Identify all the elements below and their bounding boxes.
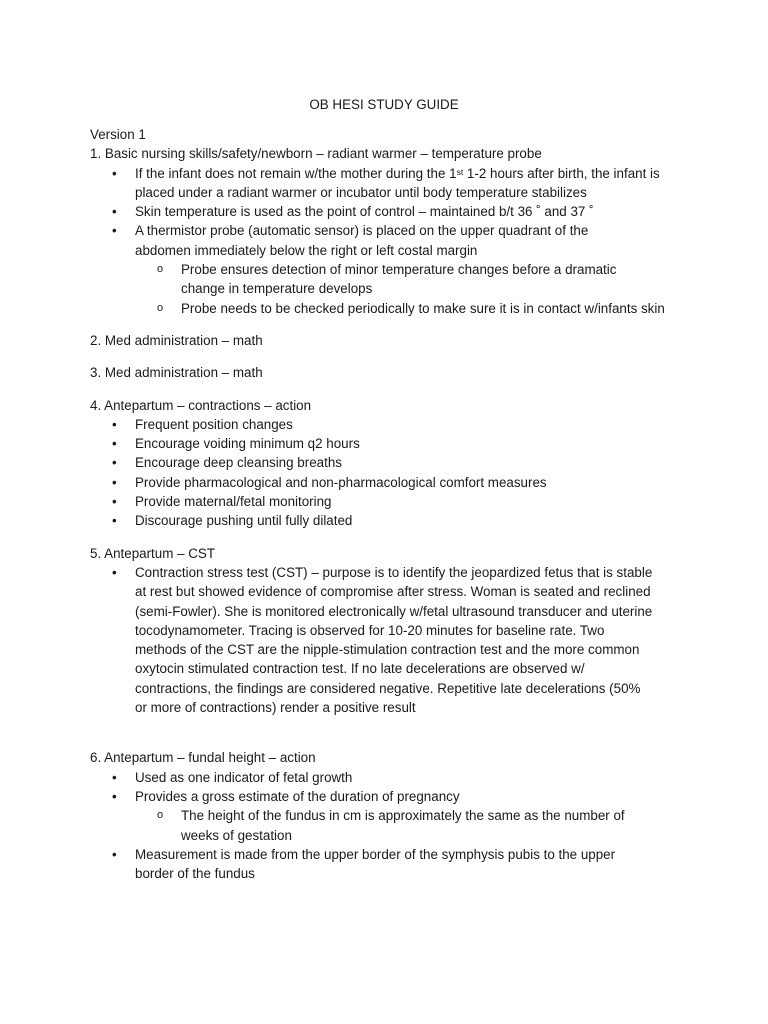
page-title: OB HESI STUDY GUIDE	[309, 97, 459, 112]
list-item	[90, 434, 690, 453]
list-item	[90, 563, 654, 717]
bullet-icon: •	[112, 564, 117, 580]
bullet-icon: •	[112, 436, 117, 452]
sub-list-item	[90, 260, 643, 299]
bullet-text: A thermistor probe (automatic sensor) is placed on the upper quadrant of the abdomen immediately below the right or left costal margin	[135, 223, 589, 258]
bullet-text: Encourage voiding minimum q2 hours	[135, 436, 360, 452]
bullet-icon: •	[112, 455, 117, 471]
list-item	[90, 511, 690, 530]
sub-bullet-text: Probe needs to be checked periodically to make sure it is in contact w/infants skin	[181, 300, 665, 316]
list-item	[90, 787, 690, 806]
bullet-icon: •	[112, 513, 117, 529]
bullet-text: Skin temperature is used as the point of control – maintained b/t 36 ˚ and 37 ˚	[135, 204, 594, 220]
section-6-heading: 6. Antepartum – fundal height – action	[90, 750, 316, 766]
bullet-text: Provide maternal/fetal monitoring	[135, 494, 332, 510]
bullet-icon: •	[112, 165, 117, 181]
list-item	[90, 453, 690, 472]
circle-bullet-icon: o	[157, 263, 164, 276]
bullet-text: Frequent position changes	[135, 416, 293, 432]
list-item	[90, 415, 690, 434]
sub-bullet-text: Probe ensures detection of minor temperature changes before a dramatic change in temperature develops	[181, 262, 617, 297]
bullet-icon: •	[112, 788, 117, 804]
list-item	[90, 202, 690, 221]
bullet-text-part: 1-2 hours after birth, the infant is placed under a radiant warmer or incubator until body temperature stabilizes	[135, 165, 660, 200]
document-body	[90, 125, 690, 883]
bullet-text: Used as one indicator of fetal growth	[135, 769, 353, 785]
superscript: st	[456, 166, 464, 177]
bullet-icon: •	[112, 416, 117, 432]
bullet-icon: •	[112, 223, 117, 239]
section-5-heading: 5. Antepartum – CST	[90, 545, 216, 561]
version-label: Version 1	[90, 127, 146, 142]
bullet-icon: •	[112, 494, 117, 510]
section-4-heading: 4. Antepartum – contractions – action	[90, 397, 312, 413]
list-item	[90, 473, 690, 492]
list-item	[90, 845, 647, 884]
sub-list-item	[90, 299, 669, 318]
bullet-text: Measurement is made from the upper border of the symphysis pubis to the upper border of the fundus	[135, 846, 616, 882]
bullet-icon: •	[112, 846, 117, 862]
bullet-text: Contraction stress test (CST) – purpose is to identify the jeopardized fetus that is stable at rest but showed evidence of compromise after stress. Woman is seated and reclined (semi-Fowler). She is monitored electronically w/fetal ultrasound transducer and uterine tocodynamometer. Tracing is observed for 10-20 minutes for baseline rate. Two methods of the CST are the nipple-stimulation contraction test and the more common oxytocin stimulated contraction test. If no late decelerations are observed w/ contractions, the findings are considered negative. Repetitive late decelerations (50% or more of contractions) render a positive result	[135, 564, 653, 716]
sub-list-item	[90, 806, 653, 845]
section-1-heading: 1. Basic nursing skills/safety/newborn – radiant warmer – temperature probe	[90, 146, 542, 162]
section-2-heading: 2. Med administration – math	[90, 332, 263, 348]
bullet-icon: •	[112, 204, 117, 220]
section-3-heading: 3. Med administration – math	[90, 365, 263, 381]
list-item	[90, 221, 645, 260]
circle-bullet-icon: o	[157, 809, 164, 822]
bullet-icon: •	[112, 474, 117, 490]
list-item	[90, 768, 690, 787]
bullet-text: Provides a gross estimate of the duration of pregnancy	[135, 788, 460, 804]
bullet-icon: •	[112, 769, 117, 785]
sub-bullet-text: The height of the fundus in cm is approximately the same as the number of weeks of gestation	[181, 808, 625, 843]
list-item	[90, 164, 668, 203]
bullet-text: Encourage deep cleansing breaths	[135, 455, 342, 471]
circle-bullet-icon: o	[157, 301, 164, 314]
list-item	[90, 492, 690, 511]
bullet-text-part: If the infant does not remain w/the mother during the 1	[135, 165, 457, 181]
bullet-text: Discourage pushing until fully dilated	[135, 513, 353, 529]
bullet-text: Provide pharmacological and non-pharmacological comfort measures	[135, 474, 547, 490]
